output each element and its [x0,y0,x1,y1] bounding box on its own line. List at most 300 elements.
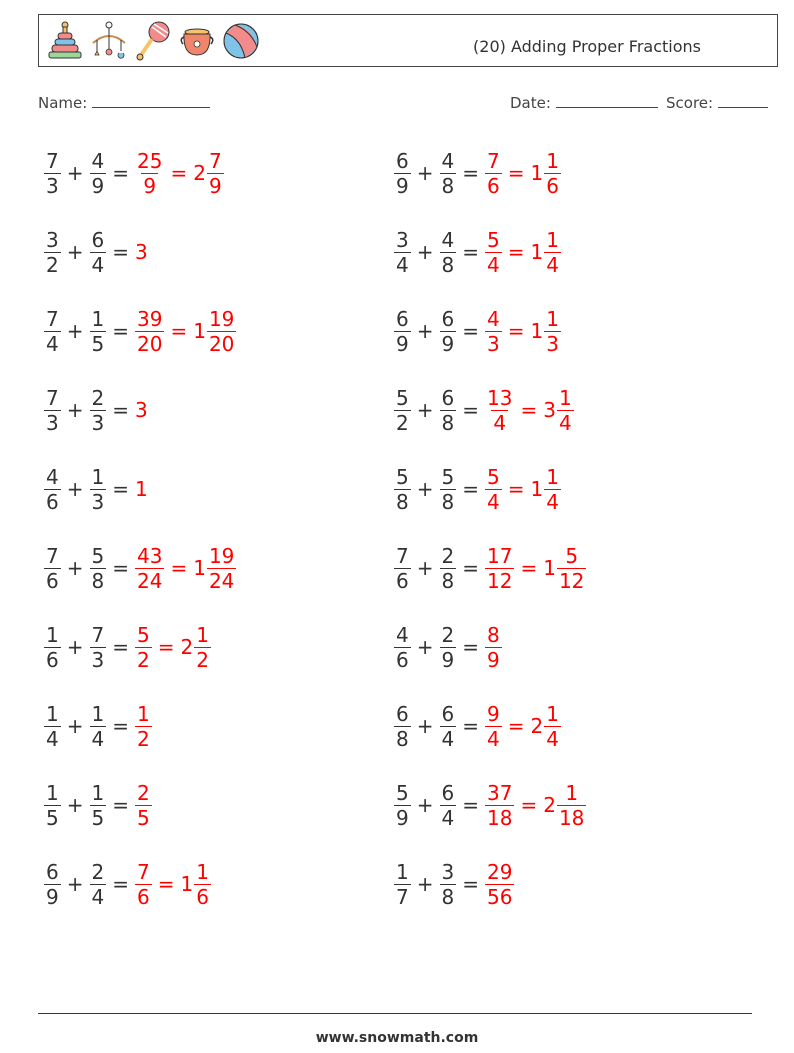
addend-a-denominator: 6 [396,647,409,672]
problem [394,457,561,521]
problem [44,299,236,363]
addend-a [394,307,411,356]
addend-a [394,465,411,514]
name-label: Name: [38,94,88,112]
answer-fraction-numerator: 7 [487,148,500,173]
problem [394,220,561,284]
addend-b [90,544,107,593]
equals-sign: = [170,556,188,580]
equals-sign: = [507,319,525,343]
answer [485,544,586,593]
addend-a-numerator: 6 [396,306,409,331]
equals-sign: = [462,793,479,817]
equals-sign: = [112,635,129,659]
equals-sign: = [462,319,479,343]
equals-sign: = [507,477,525,501]
plus-sign: + [416,872,434,896]
mixed-fraction [544,149,561,198]
addend-a-denominator: 4 [46,726,59,751]
equals-sign: = [170,161,188,185]
answer-fraction [485,544,514,593]
mixed-fraction-denominator: 18 [558,805,585,830]
answer-fraction-numerator: 5 [137,622,150,647]
equals-sign: = [112,240,129,264]
mixed-fraction-denominator: 4 [546,252,559,277]
addend-b [440,465,457,514]
addend-b-denominator: 8 [441,173,455,198]
answer-fraction [485,386,514,435]
mixed-whole: 1 [530,319,544,343]
addend-b-denominator: 4 [91,252,105,277]
addend-a-denominator: 2 [396,410,409,435]
answer [135,149,224,198]
answer-fraction [485,623,502,672]
addend-a [44,307,61,356]
answer-fraction [485,860,514,909]
problem [44,141,224,205]
addend-b-numerator: 6 [441,780,455,805]
answer [485,702,561,751]
answer-fraction-denominator: 9 [143,173,157,198]
addend-b-numerator: 1 [91,464,105,489]
plus-sign: + [66,793,84,817]
mixed-fraction-denominator: 2 [196,647,209,672]
mixed-whole: 2 [530,714,544,738]
mixed-whole: 2 [180,635,194,659]
mixed-whole: 2 [193,161,206,185]
equals-sign: = [112,398,129,422]
problem [44,378,148,442]
problem [44,220,148,284]
mixed-fraction-numerator: 1 [546,148,559,173]
mixed-fraction-numerator: 1 [565,780,579,805]
plus-sign: + [416,398,434,422]
equals-sign: = [112,161,129,185]
addend-b-numerator: 6 [441,306,455,331]
problem [44,536,236,600]
addend-a [394,386,411,435]
plus-sign: + [416,556,434,580]
equals-sign: = [507,240,525,264]
answer-fraction-denominator: 4 [493,410,507,435]
answer-fraction-denominator: 6 [487,173,500,198]
addend-a-denominator: 8 [396,726,409,751]
plus-sign: + [66,161,84,185]
mixed-fraction-numerator: 1 [546,306,559,331]
addend-a-denominator: 8 [396,489,409,514]
equals-sign: = [462,477,479,501]
mixed-whole: 1 [530,477,544,501]
answer [485,465,561,514]
addend-a-numerator: 3 [46,227,59,252]
footer-url: www.snowmath.com [315,1030,479,1046]
answer-fraction-denominator: 2 [137,647,150,672]
equals-sign: = [520,793,538,817]
addend-b-numerator: 2 [91,859,105,884]
plus-sign: + [66,240,84,264]
answer-fraction [135,544,164,593]
addend-a-denominator: 9 [46,884,59,909]
addend-b-denominator: 9 [441,647,455,672]
answer-fraction [485,307,502,356]
addend-a-denominator: 3 [46,410,59,435]
plus-sign: + [66,319,84,343]
answer-fraction-denominator: 5 [137,805,150,830]
addend-b-numerator: 1 [91,780,105,805]
addend-b-denominator: 4 [441,726,455,751]
mixed-fraction-denominator: 4 [558,410,572,435]
addend-a-numerator: 7 [46,148,59,173]
addend-a [44,149,61,198]
addend-b [440,228,457,277]
addend-a-denominator: 5 [46,805,59,830]
addend-a-numerator: 7 [396,543,409,568]
plus-sign: + [416,635,434,659]
addend-a [394,702,411,751]
addend-a-numerator: 6 [396,701,409,726]
addend-b-denominator: 8 [441,489,455,514]
addend-b [90,860,107,909]
addend-b-denominator: 3 [91,647,105,672]
answer-fraction-denominator: 12 [487,568,513,593]
equals-sign: = [112,793,129,817]
worksheet-title: (20) Adding Proper Fractions [473,37,701,56]
mixed-fraction [207,307,236,356]
equals-sign: = [157,872,175,896]
addend-b-numerator: 2 [91,385,105,410]
score-label: Score: [666,94,714,112]
addend-a-denominator: 9 [396,331,409,356]
addend-a [44,544,61,593]
equals-sign: = [157,635,175,659]
addend-b [440,149,457,198]
answer-fraction [135,623,152,672]
plus-sign: + [66,477,84,501]
name-blank [92,93,210,108]
answer-fraction-denominator: 18 [487,805,513,830]
addend-b [440,702,457,751]
addend-b [90,386,107,435]
equals-sign: = [112,556,129,580]
answer-fraction [485,149,502,198]
addend-b-numerator: 4 [441,148,455,173]
addend-a-numerator: 4 [46,464,59,489]
addend-b [440,860,457,909]
addend-a-numerator: 7 [46,385,59,410]
plus-sign: + [416,477,434,501]
score-field [666,93,768,112]
mixed-whole: 1 [193,319,206,343]
answer [135,623,211,672]
answer-fraction-numerator: 43 [137,543,163,568]
answer-fraction-numerator: 5 [487,464,500,489]
addend-b-denominator: 3 [91,489,105,514]
answer-whole: 3 [135,240,148,264]
equals-sign: = [462,398,479,422]
equals-sign: = [507,161,525,185]
answer-fraction-numerator: 7 [137,859,150,884]
problem [394,694,561,758]
mixed-fraction [557,544,586,593]
beach-ball-icon [221,19,261,63]
addend-a [44,860,61,909]
answer-fraction-numerator: 4 [487,306,500,331]
problem [394,536,586,600]
addend-b-denominator: 9 [441,331,455,356]
addend-b-denominator: 4 [91,726,105,751]
equals-sign: = [462,161,479,185]
answer [135,307,236,356]
addend-b [440,623,457,672]
equals-sign: = [112,477,129,501]
date-label: Date: [510,94,551,112]
mixed-fraction [557,781,586,830]
addend-a-numerator: 7 [46,306,59,331]
mixed-whole: 1 [193,556,206,580]
addend-a-numerator: 6 [396,148,409,173]
equals-sign: = [462,240,479,264]
addend-a-numerator: 1 [46,701,59,726]
addend-a [44,781,61,830]
problem [394,378,574,442]
addend-b-numerator: 6 [441,701,455,726]
mixed-whole: 1 [180,872,194,896]
plus-sign: + [66,556,84,580]
equals-sign: = [507,714,525,738]
equals-sign: = [520,398,538,422]
problem [44,615,211,679]
addend-b-denominator: 5 [91,331,105,356]
mixed-whole: 1 [530,240,544,264]
addend-a-numerator: 4 [396,622,409,647]
mixed-fraction [544,465,561,514]
answer-fraction-denominator: 56 [487,884,513,909]
addend-a [394,860,411,909]
addend-a [44,386,61,435]
addend-b [440,544,457,593]
answer-fraction-numerator: 39 [137,306,163,331]
answer [485,623,502,672]
addend-a [44,465,61,514]
addend-b-denominator: 8 [441,884,455,909]
problem [394,773,586,837]
answer-fraction-numerator: 17 [487,543,513,568]
addend-a-denominator: 7 [396,884,409,909]
mixed-fraction-denominator: 6 [546,173,559,198]
addend-b-denominator: 4 [441,805,455,830]
addend-b-denominator: 8 [441,568,455,593]
mixed-fraction-numerator: 7 [208,148,222,173]
addend-b [90,781,107,830]
addend-a [44,702,61,751]
answer-fraction-numerator: 5 [487,227,500,252]
addend-b-denominator: 5 [91,805,105,830]
header-icons [45,19,261,63]
addend-a [394,781,411,830]
toy-pot-icon [177,19,217,63]
name-field [38,93,210,112]
addend-a-numerator: 7 [46,543,59,568]
plus-sign: + [416,714,434,738]
mixed-fraction [194,623,211,672]
worksheet-header [38,14,778,67]
mixed-fraction-numerator: 1 [546,701,559,726]
addend-a [394,228,411,277]
addend-a-denominator: 2 [46,252,59,277]
addend-b [90,623,107,672]
answer [485,860,514,909]
answer-whole: 3 [135,398,148,422]
answer [135,240,148,264]
mixed-whole: 2 [543,793,556,817]
answer-fraction-numerator: 9 [487,701,500,726]
answer-fraction [135,781,152,830]
addend-a-numerator: 1 [396,859,409,884]
answer-fraction-denominator: 3 [487,331,500,356]
equals-sign: = [462,635,479,659]
answer-fraction [135,860,152,909]
answer-fraction [485,228,502,277]
equals-sign: = [112,872,129,896]
problem [394,141,561,205]
problem [394,852,514,916]
stacking-rings-icon [45,19,85,63]
answer [135,398,148,422]
addend-b-numerator: 3 [441,859,455,884]
addend-b-denominator: 8 [441,252,455,277]
answer-fraction [135,307,164,356]
mixed-fraction [207,149,224,198]
addend-a-denominator: 4 [396,252,409,277]
addend-a-denominator: 3 [46,173,59,198]
addend-b-denominator: 8 [91,568,105,593]
mixed-whole: 1 [530,161,544,185]
addend-b [90,465,107,514]
addend-a-numerator: 3 [396,227,409,252]
equals-sign: = [462,872,479,896]
answer [135,544,236,593]
problem [44,773,152,837]
addend-b-denominator: 3 [91,410,105,435]
addend-b-numerator: 1 [91,306,105,331]
problem [394,299,561,363]
answer-fraction [485,781,514,830]
date-blank [556,93,658,108]
addend-b-denominator: 4 [91,884,105,909]
mixed-fraction [557,386,574,435]
addend-b-numerator: 4 [441,227,455,252]
addend-b-numerator: 2 [441,543,455,568]
addend-a [394,149,411,198]
footer-divider [38,1013,752,1014]
answer-fraction-denominator: 4 [487,489,500,514]
mixed-fraction [194,860,211,909]
addend-a-numerator: 5 [396,464,409,489]
addend-b-numerator: 4 [91,148,105,173]
equals-sign: = [462,556,479,580]
addend-a [394,623,411,672]
plus-sign: + [66,872,84,896]
answer [485,307,561,356]
answer [485,386,574,435]
answer [135,860,211,909]
mixed-fraction-numerator: 1 [558,385,572,410]
equals-sign: = [462,714,479,738]
problem [44,694,152,758]
addend-a-denominator: 6 [46,489,59,514]
answer [485,781,586,830]
addend-a-denominator: 6 [46,647,59,672]
mixed-fraction-numerator: 19 [208,306,235,331]
problem [44,457,148,521]
answer [485,228,561,277]
mixed-fraction-denominator: 20 [208,331,235,356]
addend-a-numerator: 1 [46,622,59,647]
addend-a [44,623,61,672]
mixed-fraction [544,702,561,751]
answer-fraction-numerator: 1 [137,701,150,726]
addend-b [90,228,107,277]
addend-b-numerator: 7 [91,622,105,647]
addend-b-denominator: 9 [91,173,105,198]
addend-a-numerator: 6 [46,859,59,884]
addend-a-denominator: 6 [396,568,409,593]
answer-fraction-numerator: 25 [137,148,163,173]
answer-fraction-denominator: 2 [137,726,150,751]
addend-b-numerator: 1 [91,701,105,726]
addend-a [394,544,411,593]
mixed-fraction [544,228,561,277]
answer-fraction-numerator: 8 [487,622,500,647]
addend-b [90,149,107,198]
answer-fraction [135,702,152,751]
addend-b [90,307,107,356]
mixed-fraction-numerator: 1 [196,859,209,884]
answer-fraction [135,149,164,198]
equals-sign: = [520,556,538,580]
mixed-fraction-numerator: 1 [546,464,559,489]
mixed-whole: 1 [543,556,556,580]
addend-b [440,307,457,356]
equals-sign: = [112,714,129,738]
answer-fraction-denominator: 9 [487,647,500,672]
equals-sign: = [170,319,188,343]
equals-sign: = [112,319,129,343]
mixed-fraction-denominator: 24 [208,568,235,593]
answer [135,702,152,751]
mixed-fraction-numerator: 19 [208,543,235,568]
addend-b-numerator: 6 [441,385,455,410]
mixed-fraction-denominator: 12 [558,568,585,593]
mixed-fraction-denominator: 3 [546,331,559,356]
plus-sign: + [66,398,84,422]
addend-a [44,228,61,277]
addend-b-numerator: 6 [91,227,105,252]
addend-b [440,386,457,435]
addend-b [90,702,107,751]
answer-fraction-numerator: 37 [487,780,513,805]
answer [485,149,561,198]
addend-b-numerator: 5 [91,543,105,568]
rattle-icon [133,19,173,63]
answer [135,477,148,501]
mixed-fraction-denominator: 6 [196,884,209,909]
answer [135,781,152,830]
baby-mobile-icon [89,19,129,63]
addend-b-numerator: 5 [441,464,455,489]
problem [394,615,502,679]
plus-sign: + [416,319,434,343]
